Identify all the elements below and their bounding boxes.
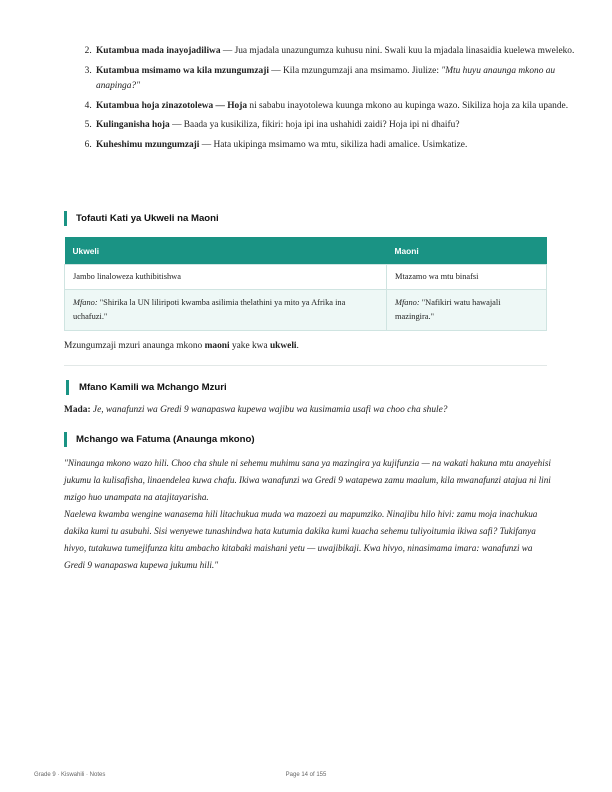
example-label: Mfano: — [73, 298, 98, 307]
example-text: "Nafikiri watu hawajali mazingira." — [395, 298, 501, 321]
summary-bold: maoni — [204, 341, 230, 351]
fatuma-heading: Mchango wa Fatuma (Anaunga mkono) — [64, 432, 566, 447]
step-text: ni sababu inayotolewa kuunga mkono au kupinga wazo. Sikiliza hoja za kila upande. — [247, 100, 569, 111]
example-text: "Shirika la UN liliripoti kwamba asilimia thelathini ya mito ya Afrika ina uchafuzi." — [73, 298, 346, 321]
table-row — [65, 265, 547, 290]
list-item — [94, 138, 584, 154]
example-label: Mfano: — [395, 298, 420, 307]
list-item — [94, 99, 584, 115]
step-title: Kutambua msimamo wa kila mzungumzaji — [96, 65, 269, 76]
step-title: Kutambua hoja zinazotolewa — Hoja — [96, 100, 248, 111]
step-title: Kutambua mada inayojadiliwa — [96, 46, 221, 56]
paragraph: "Ninaunga mkono wazo hili. Choo cha shule ni sehemu muhimu sana ya mazingira ya kujifunzia — na wakati hakuna mtu anayehisi jukumu la kulisafisha, linaendelea kuwa chafu. Ikiwa wanafunzi wa Gredi 9 watapewa zamu maalum, kila mwanafunzi atajua ni lini mzigo huo unampata na atajitayarisha. — [64, 458, 551, 502]
cell-ukweli — [65, 290, 387, 331]
step-title: Kuheshimu mzungumzaji — [96, 139, 200, 150]
step-text: — Jua mjadala unazungumza kuhusu nini. Swali kuu la mjadala linasaidia kuelewa mweleko. — [220, 46, 575, 56]
step-text: — Kila mzungumzaji ana msimamo. Jiulize: — [268, 65, 442, 76]
step-text: — Baada ya kusikiliza, fikiri: hoja ipi ina ushahidi zaidi? Hoja ipi ni dhaifu? — [169, 120, 460, 130]
table-row — [65, 290, 547, 331]
list-item — [94, 118, 584, 134]
listening-steps-list — [64, 44, 584, 157]
cell-ukweli: Jambo linaloweza kuthibitishwa — [65, 265, 387, 290]
summary-bold: ukweli — [269, 341, 297, 351]
summary-text: Mzungumzaji mzuri anaunga mkono — [64, 341, 205, 351]
fact-opinion-heading: Tofauti Kati ya Ukweli na Maoni — [64, 211, 566, 226]
topic-text: Je, wanafunzi wa Gredi 9 wanapaswa kupewa wajibu wa kusimamia usafi wa choo cha shule? — [90, 405, 448, 415]
header-maoni: Maoni — [387, 237, 547, 265]
summary-text: yake kwa — [229, 341, 270, 351]
fact-opinion-table — [64, 237, 547, 331]
example-heading: Mfano Kamili wa Mchango Mzuri — [66, 380, 569, 395]
step-title: Kulinganisha hoja — [96, 120, 170, 130]
table-header-row — [65, 237, 547, 265]
step-quote: "Mtu huyu anaunga mkono au anapinga?" — [96, 65, 556, 91]
list-item — [94, 64, 584, 95]
list-item — [94, 44, 584, 60]
topic-label: Mada: — [64, 405, 91, 415]
page-number: Page 14 of 155 — [285, 772, 327, 778]
summary-text: . — [296, 341, 299, 351]
header-ukweli: Ukweli — [65, 237, 387, 265]
step-text: — Hata ukipinga msimamo wa mtu, sikiliza hadi amalice. Usimkatize. — [199, 139, 468, 150]
footer-course: Grade 9 · Kiswahili · Notes — [34, 772, 106, 778]
divider — [64, 365, 547, 366]
paragraph: Naelewa kwamba wengine wanasema hili litachukua muda wa mazoezi au mapumziko. Ninajibu hilo hivi: zamu moja inachukua dakika kumi tu asubuhi. Sisi wenyewe tunashindwa hata kutumia dakika kumi kuacha sehemu tuliyoitumia ikiwa safi? Tukifanya hivyo, tutakuwa tumejifunza kitu ambacho kitabaki maishani yetu — uwajibikaji. Kwa hivyo, ninasimama imara: wanafunzi wa Gredi 9 wanapaswa kupewa jukumu hili." — [64, 509, 538, 570]
fatuma-contribution — [64, 455, 551, 574]
topic-line — [64, 405, 554, 415]
summary-sentence — [64, 341, 554, 351]
cell-maoni: Mtazamo wa mtu binafsi — [387, 265, 547, 290]
cell-maoni — [387, 290, 547, 331]
